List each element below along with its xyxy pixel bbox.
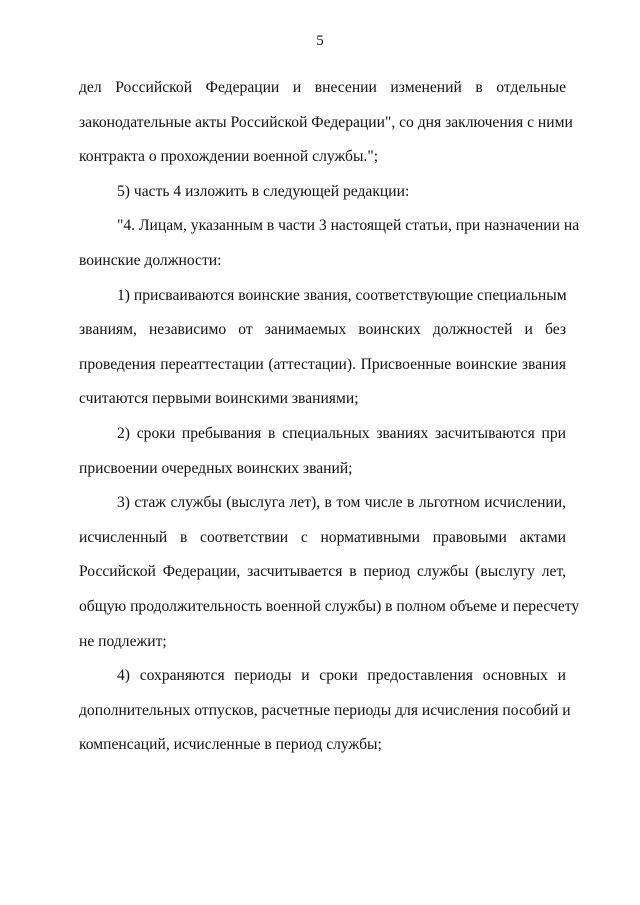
text-line: 5) часть 4 изложить в следующей редакции: xyxy=(117,182,410,200)
text-line: исчисленный в соответствии с нормативными правовыми актами xyxy=(79,528,566,546)
paragraph-subitem-1 xyxy=(79,279,566,417)
text-line: дел Российской Федерации и внесении изменений в отдельные xyxy=(79,79,566,96)
paragraph-subitem-2 xyxy=(79,417,566,486)
paragraph-subitem-4 xyxy=(79,659,571,763)
paragraph-subitem-3 xyxy=(79,486,580,659)
text-line: 1) присваиваются воинские звания, соответствующие специальным xyxy=(117,286,567,304)
paragraph-item-5 xyxy=(79,175,566,210)
text-line: контракта о прохождении военной службы."; xyxy=(79,148,379,166)
text-line: общую продолжительность военной службы) в полном объеме и пересчету xyxy=(79,597,580,615)
paragraph-part-4 xyxy=(79,209,580,278)
text-line: не подлежит; xyxy=(79,632,167,650)
text-line: званиям, независимо от занимаемых воинских должностей и без xyxy=(79,321,566,339)
text-line: компенсаций, исчисленные в период службы; xyxy=(79,736,382,754)
page-number: 5 xyxy=(316,33,324,49)
text-line: проведения переаттестации (аттестации). Присвоенные воинские звания xyxy=(79,355,566,373)
text-line: считаются первыми воинскими званиями; xyxy=(79,390,359,408)
text-line: 3) стаж службы (выслуга лет), в том числе в льготном исчислении, xyxy=(117,494,566,512)
text-line: 2) сроки пребывания в специальных званиях засчитываются при xyxy=(117,424,566,442)
paragraph-continuation xyxy=(79,71,573,175)
text-line: 4) сохраняются периоды и сроки предоставления основных и xyxy=(117,667,566,685)
text-line: воинские должности: xyxy=(79,251,222,269)
text-line: присвоении очередных воинских званий; xyxy=(79,459,353,477)
text-line: законодательные акты Российской Федерации", со дня заключения с ними xyxy=(79,113,573,131)
document-body xyxy=(79,71,580,763)
text-line: "4. Лицам, указанным в части 3 настоящей статьи, при назначении на xyxy=(117,217,580,235)
text-line: дополнительных отпусков, расчетные периоды для исчисления пособий и xyxy=(79,701,571,719)
text-line: Российской Федерации, засчитывается в период службы (выслугу лет, xyxy=(79,563,566,581)
